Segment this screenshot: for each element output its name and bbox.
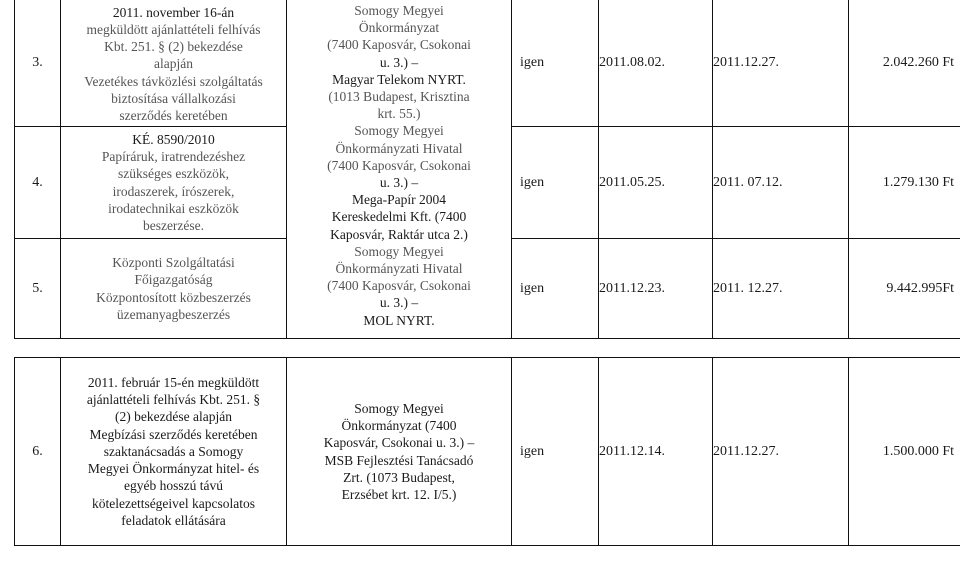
end-date: 2011. 12.27. [713, 239, 849, 339]
end-date: 2011.12.27. [713, 0, 849, 127]
desc-line: kötelezettségeivel kapcsolatos [91, 495, 256, 511]
party-line: u. 3.) – [379, 54, 419, 70]
desc-line: üzemanyagbeszerzés [116, 306, 231, 322]
party-line: Önkormányzat (7400 [341, 418, 457, 434]
flag-cell: igen [512, 358, 599, 546]
party-line: Kereskedelmi Kft. (7400 [331, 209, 467, 225]
desc-line: irodatechnikai eszközök [108, 200, 239, 216]
party-line: (7400 Kaposvár, Csokonai [327, 37, 471, 53]
start-date: 2011.08.02. [599, 0, 713, 127]
procedure-description [61, 239, 287, 339]
party-line: (1013 Budapest, Krisztina [328, 89, 470, 105]
row-number: 6. [15, 358, 61, 546]
desc-line: ajánlattételi felhívás Kbt. 251. § [86, 392, 261, 408]
table-row [15, 0, 960, 127]
party-line: Zrt. (1073 Budapest, [343, 469, 455, 485]
procedure-description [61, 0, 287, 127]
desc-line: Papíráruk, iratrendezéshez [101, 149, 246, 165]
procedure-description [61, 358, 287, 546]
party-line: Erzsébet krt. 12. I/5.) [341, 486, 457, 502]
desc-line: alapján [154, 56, 193, 72]
contracting-parties [287, 0, 512, 339]
party-line: Önkormányzat [358, 20, 440, 36]
flag-cell: igen [512, 127, 599, 239]
row-number: 5. [15, 239, 61, 339]
desc-line: irodaszerek, írószerek, [112, 183, 235, 199]
procedure-description [61, 127, 287, 239]
party-line: krt. 55.) [377, 106, 421, 122]
party-line: Magyar Telekom NYRT. [332, 71, 466, 87]
flag-cell: igen [512, 239, 599, 339]
party-line: (7400 Kaposvár, Csokonai [327, 157, 471, 173]
amount: 9.442.995Ft [849, 239, 960, 339]
desc-line: Központosított közbeszerzés [96, 289, 251, 305]
end-date: 2011. 07.12. [713, 127, 849, 239]
party-line: Kaposvár, Csokonai u. 3.) – [323, 435, 475, 451]
party-line: Önkormányzati Hivatal [335, 261, 463, 277]
desc-line: szerződés keretében [119, 108, 228, 123]
desc-line: (2) bekezdése alapján [115, 409, 232, 425]
row-number: 4. [15, 127, 61, 239]
desc-line: Megbízási szerződés keretében [89, 426, 258, 442]
desc-line: 2011. február 15-én megküldött [87, 375, 260, 391]
contracting-parties [287, 358, 512, 546]
start-date: 2011.12.14. [599, 358, 713, 546]
desc-line: 2011. november 16-án [112, 4, 235, 20]
party-line: MSB Fejlesztési Tanácsadó [324, 452, 474, 468]
party-line: Mega-Papír 2004 [351, 192, 447, 208]
start-date: 2011.12.23. [599, 239, 713, 339]
end-date: 2011.12.27. [713, 358, 849, 546]
party-line: Kaposvár, Raktár utca 2.) [330, 226, 468, 242]
desc-line: Központi Szolgáltatási [112, 255, 235, 271]
start-date: 2011.05.25. [599, 127, 713, 239]
party-line: MOL NYRT. [363, 312, 435, 328]
party-line: Somogy Megyei [354, 123, 444, 139]
desc-line: szaktanácsadás a Somogy [103, 443, 244, 459]
desc-line: beszerzése. [142, 217, 205, 233]
table-row [15, 358, 960, 546]
amount: 1.279.130 Ft [849, 127, 960, 239]
amount: 1.500.000 Ft [849, 358, 960, 546]
desc-line: feladatok ellátására [121, 512, 226, 528]
desc-line: megküldött ajánlattételi felhívás [86, 21, 261, 37]
party-line: Önkormányzati Hivatal [335, 140, 463, 156]
contracts-table-2 [14, 357, 960, 546]
party-line: Somogy Megyei [354, 400, 444, 416]
amount: 2.042.260 Ft [849, 0, 960, 127]
desc-line: biztosítása vállalkozási [111, 90, 236, 106]
desc-line: Főigazgatóság [134, 272, 213, 288]
flag-cell: igen [512, 0, 599, 127]
party-line: (7400 Kaposvár, Csokonai [327, 278, 471, 294]
party-line: u. 3.) – [379, 295, 419, 311]
row-number: 3. [15, 0, 61, 127]
party-line: u. 3.) – [379, 175, 419, 191]
desc-line: egyéb hosszú távú [124, 478, 223, 494]
party-line: Somogy Megyei [354, 3, 444, 18]
desc-line: Vezetékes távközlési szolgáltatás [84, 73, 263, 89]
desc-line: KÉ. 8590/2010 [132, 131, 215, 147]
party-line: Somogy Megyei [354, 243, 444, 259]
desc-line: Megyei Önkormányzat hitel- és [87, 461, 260, 477]
desc-line: szükséges eszközök, [118, 166, 229, 182]
contracts-table-1 [14, 0, 960, 339]
desc-line: Kbt. 251. § (2) bekezdése [104, 39, 243, 55]
